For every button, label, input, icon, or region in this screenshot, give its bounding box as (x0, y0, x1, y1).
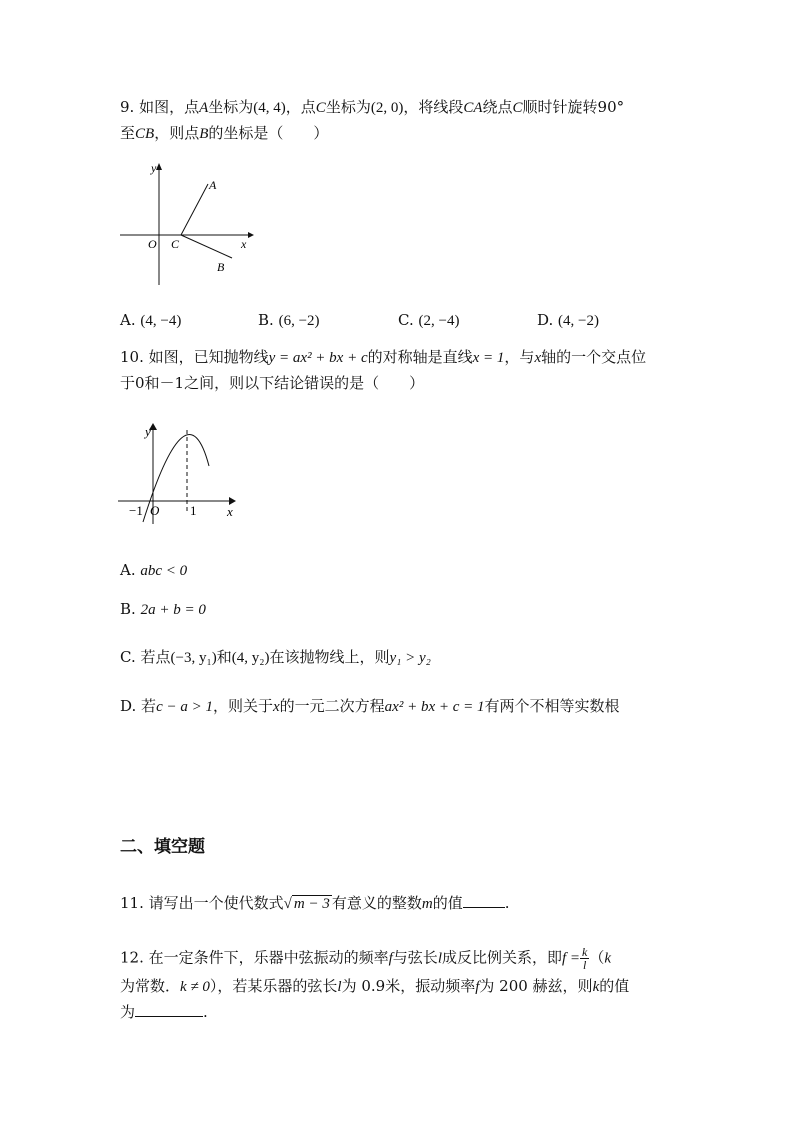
option-letter: C. (120, 648, 136, 666)
q11-sqrt-content: m − 3 (293, 896, 330, 912)
q12-text: 与弦长 (392, 948, 438, 967)
q9-fig-y: y (151, 161, 157, 175)
q12-f-var: f (475, 979, 480, 995)
option-expr: abc < 0 (140, 563, 188, 579)
q9-y-arrow (156, 163, 162, 170)
q9-segment-cb: CB (135, 126, 155, 142)
q11-text: 的值 (432, 894, 463, 912)
q12-text: 为 0.9米，振动频率 (341, 977, 476, 995)
q9-line-2 (120, 123, 328, 144)
option-letter: A. (120, 311, 136, 329)
q10-option-b[interactable] (120, 599, 206, 620)
q12-text: 为常数． (120, 977, 181, 995)
option-value: (2, −4) (418, 313, 460, 329)
q12-k-var: k (604, 950, 612, 967)
q9-point-c: C (315, 100, 326, 116)
option-x-var: x (272, 699, 280, 715)
q10-text: 10. 如图，已知抛物线 (120, 348, 269, 366)
q10-fig-o: O (150, 503, 160, 518)
q12-formula-lhs: f = (562, 950, 581, 967)
q9-option-b[interactable] (258, 310, 320, 331)
q10-axis: x = 1 (472, 350, 505, 366)
q10-option-d[interactable] (120, 696, 620, 717)
option-expr: 2a + b = 0 (140, 602, 206, 618)
q12-f-var: f (388, 950, 393, 967)
option-value: (4, −2) (558, 313, 599, 329)
q11-m-var: m (421, 896, 433, 912)
option-text: 若点 (140, 648, 171, 666)
q12-k-var: k (592, 979, 600, 995)
q9-text: 坐标为 (325, 98, 371, 116)
q10-option-a[interactable] (120, 560, 187, 581)
option-letter: D. (120, 697, 137, 715)
q12-line-1 (120, 946, 611, 971)
q9-option-a[interactable] (120, 310, 181, 331)
q9-figure (115, 160, 260, 290)
q11-answer-blank[interactable] (463, 893, 505, 908)
q9-text: 的坐标是（ ） (208, 124, 329, 142)
q9-fig-x: x (241, 237, 247, 251)
option-value: (6, −2) (278, 313, 320, 329)
option-letter: B. (258, 311, 274, 329)
q9-fig-c: C (171, 237, 180, 251)
q9-x-arrow (248, 232, 254, 238)
q9-text: 绕点 (482, 98, 513, 116)
option-point-1: (−3, y₁) (170, 650, 217, 666)
q12-fraction (580, 946, 589, 971)
q12-line-3 (120, 1002, 208, 1022)
option-text: 有两个不相等实数根 (484, 697, 620, 715)
q10-equation: y = ax² + bx + c (268, 350, 368, 366)
option-letter: A. (120, 561, 136, 579)
q10-fig-x: x (227, 504, 233, 519)
q12-text: 的值 (599, 977, 630, 995)
q10-line-2: 于0和－1之间，则以下结论错误的是（ ） (120, 374, 425, 392)
q12-answer-blank[interactable] (135, 1002, 203, 1017)
q12-text: ），若某乐器的弦长 (209, 977, 338, 995)
q12-text: 12. 在一定条件下，乐器中弦振动的频率 (120, 948, 389, 967)
q9-option-d[interactable] (537, 310, 599, 331)
option-letter: B. (120, 600, 136, 618)
q12-line-2 (120, 976, 629, 997)
option-value: (4, −4) (140, 313, 182, 329)
q11-text: . (504, 894, 510, 912)
q10-x-var: x (534, 350, 542, 366)
q10-text: 的对称轴是直线 (367, 348, 473, 366)
q9-point-b: B (199, 126, 209, 142)
q9-text: ，将线段 (403, 98, 464, 116)
q9-point-c: C (512, 100, 523, 116)
q11-line (120, 893, 509, 914)
option-letter: C. (398, 311, 414, 329)
q10-option-c[interactable] (120, 647, 431, 668)
q12-text: 为 200 赫兹，则 (479, 977, 593, 995)
q11-sqrt: √ m − 3 (283, 896, 330, 912)
q9-text: 至 (120, 124, 136, 142)
q9-coord-c: (2, 0) (370, 100, 404, 116)
q10-fig-y: y (145, 424, 151, 439)
q12-l-var: l (437, 950, 442, 967)
q9-text: 9. 如图，点 (120, 98, 200, 116)
q9-line-1 (120, 97, 624, 118)
q9-segment-ca: CA (463, 100, 483, 116)
option-text: ，则关于 (212, 697, 273, 715)
q9-text: ，点 (285, 98, 316, 116)
option-point-2: (4, y₂) (231, 650, 270, 666)
q12-text: 为 (120, 1003, 136, 1021)
option-text: 在该抛物线上，则 (269, 648, 390, 666)
q10-fig-neg1: −1 (129, 503, 143, 518)
q9-segment-cb-line (181, 235, 232, 258)
q10-text: ，与 (504, 348, 535, 366)
q12-l-var: l (337, 979, 342, 995)
q9-option-c[interactable] (398, 310, 459, 331)
q12-k-condition: k ≠ 0 (180, 979, 210, 995)
q10-figure (115, 418, 245, 528)
q9-fig-o: O (148, 237, 157, 251)
q9-text: 顺时针旋转90° (522, 98, 625, 116)
option-letter: D. (537, 311, 554, 329)
q9-point-a: A (199, 100, 209, 116)
q11-text: 有意义的整数 (331, 894, 422, 912)
q9-fig-b: B (217, 260, 225, 274)
q10-text: 轴的一个交点位 (541, 348, 647, 366)
q9-text: ，则点 (154, 124, 200, 142)
q9-segment-ca-line (181, 184, 208, 235)
option-text: 的一元二次方程 (279, 697, 385, 715)
q10-fig-one: 1 (190, 503, 197, 518)
q9-fig-a: A (209, 178, 217, 192)
q12-text: 成反比例关系，即 (441, 948, 562, 967)
q11-text: 11. 请写出一个使代数式 (120, 894, 284, 912)
q9-coord-a: (4, 4) (253, 100, 286, 116)
q12-text: . (203, 1003, 208, 1021)
option-inequality: y₁ > y₂ (389, 650, 431, 666)
option-text: 若 (141, 697, 157, 715)
section-title: 二、填空题 (120, 837, 205, 857)
q12-frac-den: l (583, 958, 587, 972)
option-text: 和 (216, 648, 232, 666)
q12-text: （ (589, 948, 605, 967)
q12-frac-num: k (582, 945, 588, 959)
option-condition: c − a > 1 (156, 699, 213, 715)
option-equation: ax² + bx + c = 1 (384, 699, 485, 715)
q10-line-1 (120, 347, 646, 368)
q9-text: 坐标为 (208, 98, 254, 116)
